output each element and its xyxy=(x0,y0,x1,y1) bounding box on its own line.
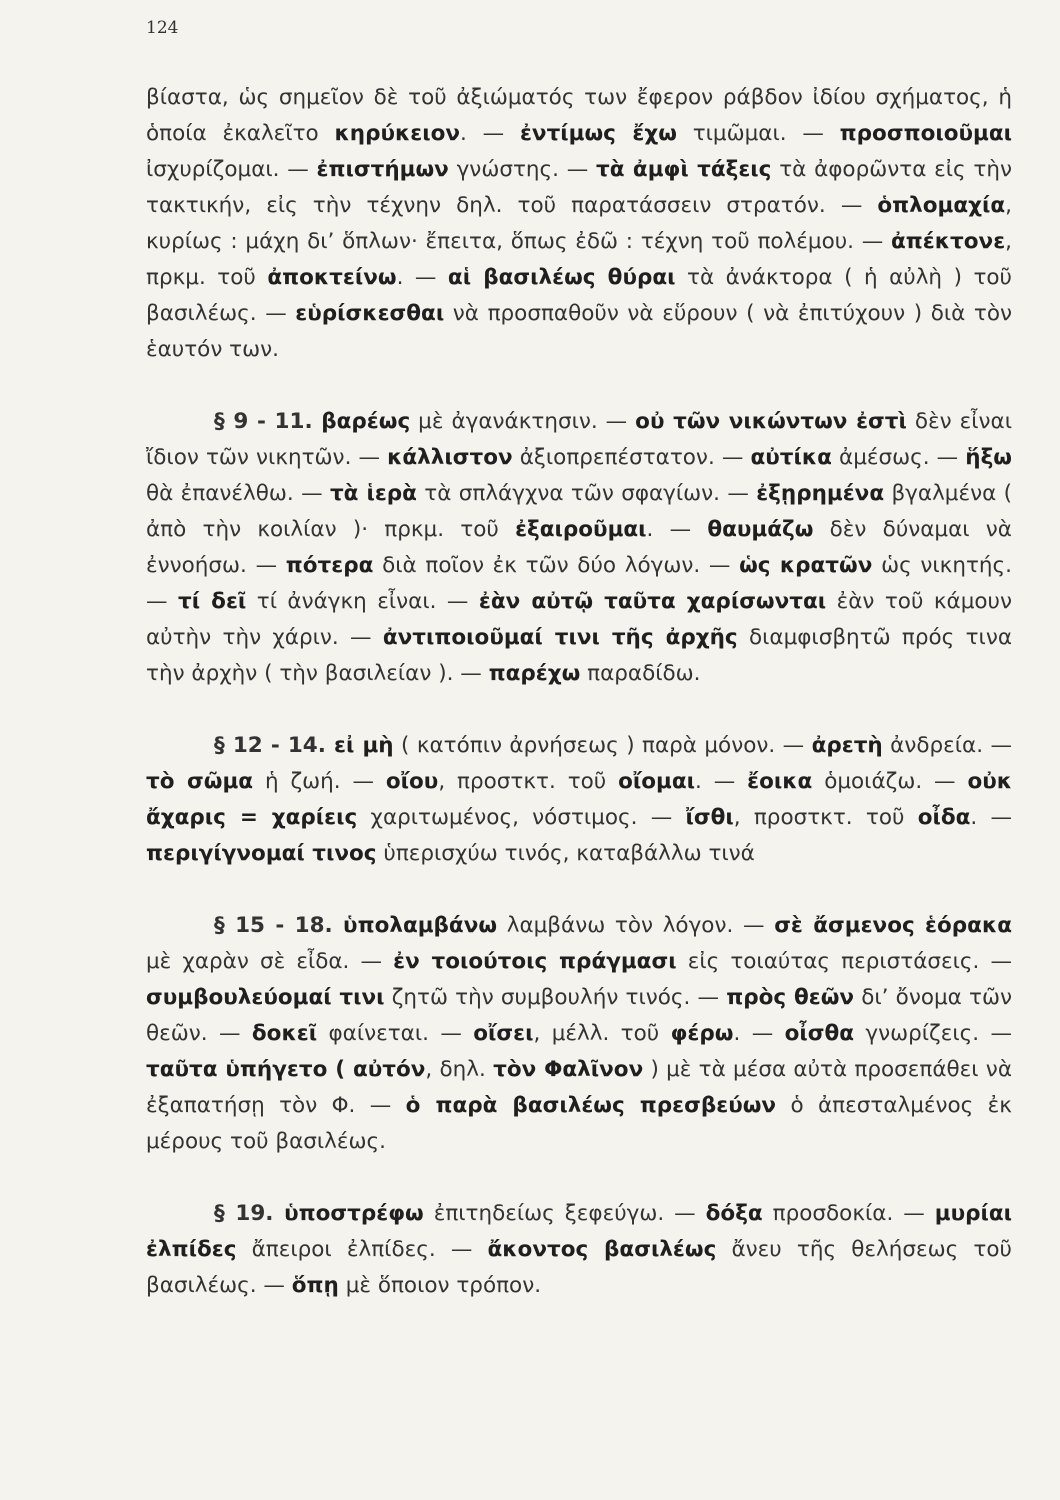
lemma-term: ὁπλομαχία xyxy=(877,193,1006,218)
lemma-term: ἴσθι xyxy=(685,805,734,830)
lemma-term: ἀπέκτονε xyxy=(891,229,1006,254)
lemma-term: οὐκ ἄχαρις = χαρίεις xyxy=(146,769,1013,830)
gloss-text: , μέλλ. τοῦ xyxy=(533,1021,671,1046)
paragraph xyxy=(146,404,1012,692)
gloss-text: , προστκτ. τοῦ xyxy=(438,769,619,794)
gloss-text: μὲ ὅποιον τρόπον. xyxy=(338,1273,542,1298)
lemma-term: οἴσει xyxy=(473,1021,534,1046)
gloss-text: γνώστης. — xyxy=(448,157,597,182)
gloss-text: δὲν δύναμαι νὰ ἐννοήσω. — xyxy=(146,517,1012,578)
paragraph xyxy=(146,908,1012,1160)
gloss-text: τὰ ἀφορῶντα εἰς τὴν τακτικήν, εἰς τὴν τέχνην δηλ. τοῦ παρατάσσειν στρατόν. — xyxy=(146,157,1012,218)
gloss-text: μὲ χαρὰν σὲ εἶδα. — xyxy=(146,949,394,974)
gloss-text: βίαστα, ὡς σημεῖον δὲ τοῦ ἀξιώματός των ἔφερον ράβδον ἰδίου σχήματος, ἡ ὁποία ἐκαλεῖτο xyxy=(146,85,1012,146)
gloss-text: ὁμοιάζω. — xyxy=(812,769,968,794)
lemma-term: ἀντιποιοῦμαί τινι τῆς ἀρχῆς xyxy=(382,625,738,650)
gloss-text: ἄνευ τῆς θελήσεως τοῦ βασιλέως. — xyxy=(146,1237,1012,1298)
lemma-term: εἰ μὴ xyxy=(334,733,394,758)
section-marker: § 9 - 11. xyxy=(214,409,322,434)
gloss-text: , δηλ. xyxy=(425,1057,494,1082)
lemma-term: θαυμάζω xyxy=(707,517,814,542)
lemma-term: ἄκοντος βασιλέως xyxy=(487,1237,717,1262)
gloss-text: ἄπειροι ἐλπίδες. — xyxy=(236,1237,488,1262)
lemma-term: αὐτίκα xyxy=(750,445,832,470)
lemma-term: συμβουλεύομαί τινι xyxy=(146,985,385,1010)
lemma-term: προσποιοῦμαι xyxy=(839,121,1012,146)
lemma-term: οἴου xyxy=(385,769,439,794)
gloss-text: διαμφισβητῶ πρός τινα τὴν ἀρχὴν ( τὴν βασιλείαν ). — xyxy=(146,625,1013,686)
gloss-text: . — xyxy=(695,769,748,794)
gloss-text: ὡς νικητής. — xyxy=(146,553,1012,614)
gloss-text: εἰς τοιαύτας περιστάσεις. — xyxy=(676,949,1012,974)
gloss-text: ἰσχυρίζομαι. — xyxy=(146,157,317,182)
lemma-term: ταῦτα ὑπήγετο ( αὐτόν xyxy=(146,1057,426,1082)
commentary-text xyxy=(146,80,1012,1304)
lemma-term: οὐ τῶν νικώντων ἐστὶ xyxy=(635,409,907,434)
gloss-text: φαίνεται. — xyxy=(317,1021,474,1046)
lemma-term: τὰ ἀμφὶ τάξεις xyxy=(596,157,772,182)
gloss-text: ἐὰν τοῦ κάμουν αὐτὴν τὴν χάριν. — xyxy=(146,589,1012,650)
page-number: 124 xyxy=(146,18,179,38)
lemma-term: μυρίαι ἐλπίδες xyxy=(146,1201,1013,1262)
lemma-term: δοκεῖ xyxy=(251,1021,318,1046)
gloss-text: τὰ ἀνάκτορα ( ἡ αὐλὴ ) τοῦ βασιλέως. — xyxy=(146,265,1012,326)
lemma-term: ἐντίμως ἔχω xyxy=(519,121,677,146)
lemma-term: σὲ ἄσμενος ἑόρακα xyxy=(774,913,1012,938)
lemma-term: ὡς κρατῶν xyxy=(739,553,873,578)
lemma-term: δόξα xyxy=(705,1201,763,1226)
lemma-term: ἀποκτείνω xyxy=(267,265,397,290)
gloss-text: . — xyxy=(460,121,520,146)
lemma-term: ἐὰν αὐτῷ ταῦτα χαρίσωνται xyxy=(478,589,827,614)
gloss-text: ἀξιοπρεπέστατον. — xyxy=(512,445,751,470)
gloss-text: . — xyxy=(646,517,708,542)
lemma-term: ἥξω xyxy=(965,445,1012,470)
gloss-text: γνωρίζεις. — xyxy=(854,1021,1012,1046)
gloss-text: ἀνδρεία. — xyxy=(882,733,1012,758)
gloss-text: ἐπιτηδείως ξεφεύγω. — xyxy=(423,1201,706,1226)
lemma-term: οἶδα xyxy=(917,805,971,830)
lemma-term: πρὸς θεῶν xyxy=(726,985,855,1010)
gloss-text: τιμῶμαι. — xyxy=(676,121,840,146)
lemma-term: περιγίγνομαί τινος xyxy=(146,841,377,866)
gloss-text: διὰ ποῖον ἐκ τῶν δύο λόγων. — xyxy=(373,553,740,578)
gloss-text: δὲν εἶναι ἴδιον τῶν νικητῶν. — xyxy=(146,409,1013,470)
lemma-term: κάλλιστον xyxy=(387,445,513,470)
gloss-text: ἡ ζωή. — xyxy=(253,769,386,794)
lemma-term: τὰ ἱερὰ xyxy=(329,481,417,506)
gloss-text: ἀμέσως. — xyxy=(831,445,966,470)
lemma-term: ἐξαιροῦμαι xyxy=(515,517,647,542)
gloss-text: τὰ σπλάγχνα τῶν σφαγίων. — xyxy=(416,481,757,506)
lemma-term: βαρέως xyxy=(321,409,411,434)
gloss-text: ζητῶ τὴν συμβουλήν τινός. — xyxy=(384,985,727,1010)
gloss-text: . — xyxy=(970,805,1012,830)
gloss-text: βγαλμένα ( ἀπὸ τὴν κοιλίαν )· πρκμ. τοῦ xyxy=(146,481,1013,542)
lemma-term: ὑπολαμβάνω xyxy=(343,913,498,938)
section-marker: § 15 - 18. xyxy=(214,913,344,938)
lemma-term: τὸ σῶμα xyxy=(146,769,254,794)
lemma-term: ἐν τοιούτοις πράγμασι xyxy=(393,949,677,974)
lemma-term: ἔοικα xyxy=(747,769,813,794)
gloss-text: . — xyxy=(733,1021,785,1046)
paragraph xyxy=(146,728,1012,872)
lemma-term: τὸν Φαλῖνον xyxy=(493,1057,644,1082)
gloss-text: . — xyxy=(396,265,448,290)
gloss-text: νὰ προσπαθοῦν νὰ εὕρουν ( νὰ ἐπιτύχουν ) διὰ τὸν ἑαυτόν των. xyxy=(146,301,1013,362)
lemma-term: κηρύκειον xyxy=(334,121,461,146)
gloss-text: , πρκμ. τοῦ xyxy=(146,229,1012,290)
lemma-term: ἐπιστήμων xyxy=(316,157,449,182)
lemma-term: ὁ παρὰ βασιλέως πρεσβεύων xyxy=(405,1093,777,1118)
lemma-term: πότερα xyxy=(285,553,374,578)
lemma-term: εὑρίσκεσθαι xyxy=(295,301,445,326)
lemma-term: τί δεῖ xyxy=(177,589,247,614)
lemma-term: φέρω xyxy=(670,1021,734,1046)
lemma-term: αἱ βασιλέως θύραι xyxy=(447,265,676,290)
gloss-text: θὰ ἐπανέλθω. — xyxy=(146,481,330,506)
lemma-term: παρέχω xyxy=(488,661,581,686)
lemma-term: ἐξῃρημένα xyxy=(756,481,885,506)
gloss-text: λαμβάνω τὸν λόγον. — xyxy=(497,913,775,938)
gloss-text: χαριτωμένος, νόστιμος. — xyxy=(357,805,686,830)
gloss-text: , κυρίως : μάχη δι’ ὅπλων· ἔπειτα, ὅπως ἐδῶ : τέχνη τοῦ πολέμου. — xyxy=(146,193,1012,254)
paragraph xyxy=(146,1196,1012,1304)
gloss-text: μὲ ἀγανάκτησιν. — xyxy=(410,409,636,434)
lemma-term: οἶσθα xyxy=(784,1021,855,1046)
section-marker: § 19. xyxy=(214,1201,285,1226)
gloss-text: προσδοκία. — xyxy=(762,1201,935,1226)
gloss-text: ( κατόπιν ἀρνήσεως ) παρὰ μόνον. — xyxy=(393,733,812,758)
gloss-text: παραδίδω. xyxy=(580,661,701,686)
lemma-term: οἴομαι xyxy=(618,769,696,794)
gloss-text: τί ἀνάγκη εἶναι. — xyxy=(246,589,479,614)
gloss-text: , προστκτ. τοῦ xyxy=(733,805,918,830)
gloss-text: ὁ ἀπεσταλμένος ἐκ μέρους τοῦ βασιλέως. xyxy=(146,1093,1012,1154)
lemma-term: ἀρετὴ xyxy=(811,733,883,758)
lemma-term: ὑποστρέφω xyxy=(284,1201,424,1226)
gloss-text: ) μὲ τὰ μέσα αὐτὰ προσεπάθει νὰ ἐξαπατήσῃ τὸν Φ. — xyxy=(146,1057,1012,1118)
gloss-text: δι’ ὄνομα τῶν θεῶν. — xyxy=(146,985,1012,1046)
section-marker: § 12 - 14. xyxy=(214,733,335,758)
paragraph xyxy=(146,80,1012,368)
lemma-term: ὅπῃ xyxy=(291,1273,339,1298)
gloss-text: ὑπερισχύω τινός, καταβάλλω τινά xyxy=(376,841,755,866)
